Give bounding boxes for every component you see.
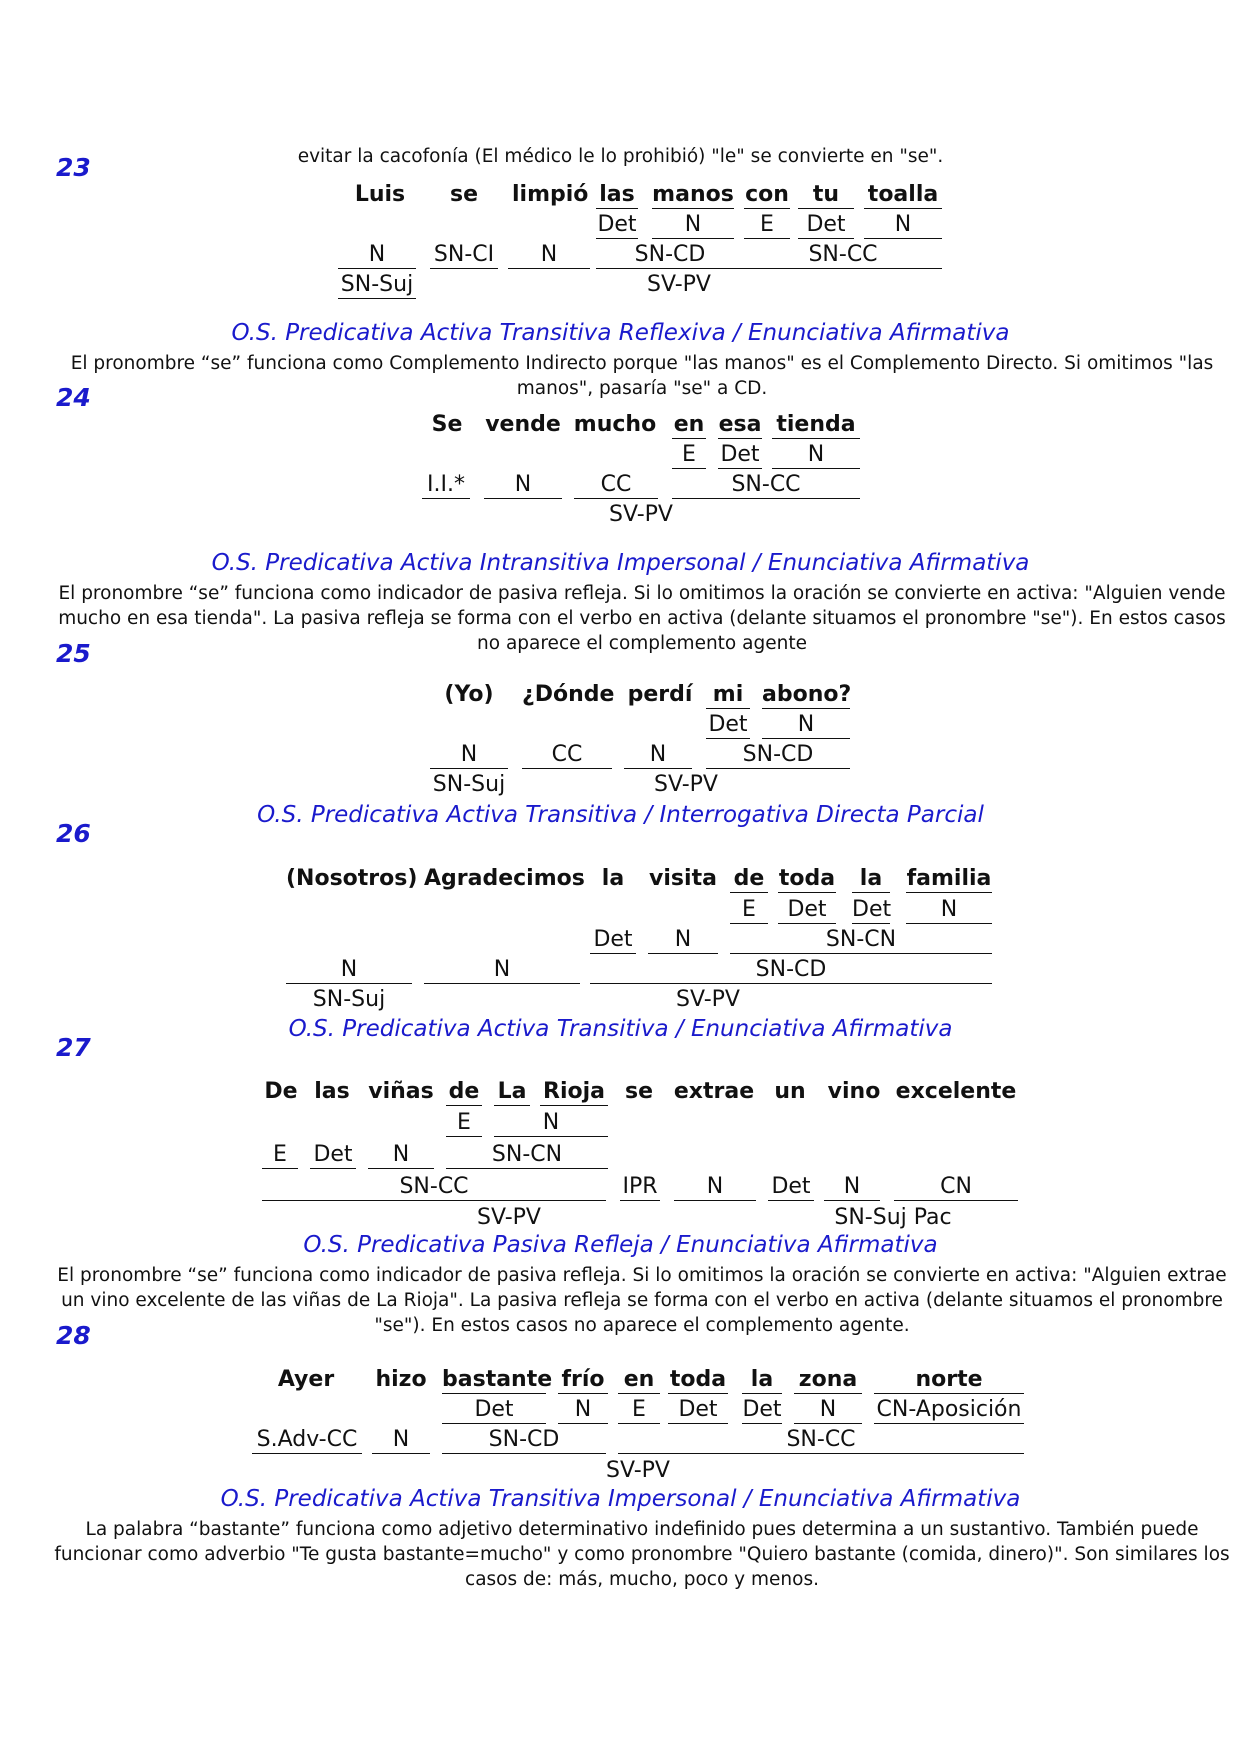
syntax-label: Det xyxy=(310,1140,356,1170)
syntax-label: SN-CC xyxy=(618,1425,1024,1455)
syntax-label: E xyxy=(744,210,790,240)
sentence-words-row xyxy=(0,180,1241,210)
syntax-label: E xyxy=(672,440,706,470)
syntax-label: S.Adv-CC xyxy=(252,1425,362,1455)
syntax-label: N xyxy=(286,955,412,985)
analysis-row-level3 xyxy=(0,270,1241,300)
sentence-word: se xyxy=(624,1079,653,1104)
sentence-word: mucho xyxy=(573,412,657,437)
sentence-word: bastante xyxy=(442,1365,546,1395)
syntax-label: N xyxy=(508,240,590,270)
analysis-row-level3 xyxy=(0,770,1241,800)
sentence-word: Luis xyxy=(354,182,406,207)
syntax-label: Det xyxy=(718,440,762,470)
sentence-word: tienda xyxy=(772,410,860,440)
syntax-label: SN-CC xyxy=(262,1172,606,1202)
syntax-label: N xyxy=(824,1172,880,1202)
syntax-label: Det xyxy=(706,710,750,740)
syntax-label: E xyxy=(262,1140,298,1170)
syntax-label: Det xyxy=(590,925,636,955)
sentence-word: la xyxy=(742,1365,782,1395)
sentence-word: las xyxy=(314,1079,350,1104)
syntax-label: SN-CD xyxy=(442,1425,606,1455)
sentence-classification: O.S. Predicativa Activa Transitiva Impersonal / Enunciativa Afirmativa xyxy=(220,1486,1021,1512)
analysis-row-level4 xyxy=(0,1203,1241,1233)
syntax-label: SN-CN xyxy=(446,1140,608,1170)
syntax-label: N xyxy=(494,1108,608,1138)
sentence-classification: O.S. Predicativa Activa Intransitiva Impersonal / Enunciativa Afirmativa xyxy=(211,550,1030,576)
analysis-row-level4 xyxy=(0,985,1241,1015)
sentence-classification: O.S. Predicativa Activa Transitiva Reflexiva / Enunciativa Afirmativa xyxy=(231,320,1010,346)
exercise-number: 25 xyxy=(56,639,91,668)
syntax-label: SN-Suj Pac xyxy=(834,1205,952,1230)
sentence-words-row xyxy=(0,680,1241,710)
sentence-word: toda xyxy=(778,864,836,894)
sentence-word: la xyxy=(601,866,625,891)
syntax-label: N xyxy=(624,740,692,770)
analysis-row-level1 xyxy=(0,440,1241,470)
syntax-label: N xyxy=(906,895,992,925)
syntax-label: SN-Suj xyxy=(338,270,416,300)
sentence-classification: O.S. Predicativa Activa Transitiva / Enunciativa Afirmativa xyxy=(288,1016,953,1042)
syntax-label: SN-CD xyxy=(590,955,992,985)
analysis-row-level2 xyxy=(0,740,1241,770)
exercise-number: 23 xyxy=(56,153,91,182)
sentence-word: Agradecimos xyxy=(424,866,585,891)
analysis-row-level3 xyxy=(0,1172,1241,1202)
analysis-row-level1 xyxy=(0,1395,1241,1425)
sentence-word: perdí xyxy=(627,682,693,707)
sentence-words-row xyxy=(0,864,1241,894)
syntax-label: N xyxy=(762,710,850,740)
syntax-label: SV-PV xyxy=(606,1458,670,1483)
sentence-word: norte xyxy=(874,1365,1024,1395)
syntax-label: SV-PV xyxy=(647,272,711,297)
syntax-label: SV-PV xyxy=(609,502,673,527)
syntax-label: SN-CI xyxy=(430,240,498,270)
sentence-word: (Nosotros) xyxy=(286,866,418,891)
sentence-words-row xyxy=(0,1365,1241,1395)
syntax-label: N xyxy=(368,1140,434,1170)
explanation-text: El pronombre “se” funciona como Complemento Indirecto porque "las manos" es el Complemento Directo. Si omitimos "las manos", pasaría "se" a CD. xyxy=(70,353,1214,399)
syntax-label: N xyxy=(338,240,416,270)
sentence-word: viñas xyxy=(368,1079,434,1104)
syntax-label: I.I.* xyxy=(422,470,470,500)
syntax-label: SV-PV xyxy=(654,772,718,797)
syntax-label: Det xyxy=(596,210,638,240)
sentence-word: vino xyxy=(827,1079,881,1104)
syntax-label: SN-CC xyxy=(744,240,942,270)
syntax-label: CN xyxy=(894,1172,1018,1202)
sentence-classification: O.S. Predicativa Pasiva Refleja / Enunciativa Afirmativa xyxy=(303,1232,938,1258)
sentence-word: visita xyxy=(649,866,717,891)
syntax-label: N xyxy=(424,955,580,985)
sentence-word: ¿Dónde xyxy=(522,682,615,707)
sentence-word: en xyxy=(672,410,706,440)
sentence-word: Ayer xyxy=(277,1367,335,1392)
sentence-word: familia xyxy=(906,864,992,894)
syntax-label: E xyxy=(730,895,768,925)
syntax-label: N xyxy=(772,440,860,470)
sentence-word: toda xyxy=(668,1365,728,1395)
sentence-word: toalla xyxy=(864,180,942,210)
syntax-label: SN-Suj xyxy=(312,987,386,1012)
sentence-word: Se xyxy=(431,412,463,437)
sentence-word: esa xyxy=(718,410,762,440)
analysis-row-level1 xyxy=(0,710,1241,740)
sentence-word: excelente xyxy=(895,1079,1017,1104)
syntax-label: N xyxy=(430,740,508,770)
sentence-word: de xyxy=(730,864,768,894)
analysis-row-level3 xyxy=(0,955,1241,985)
analysis-row-level1 xyxy=(0,210,1241,240)
syntax-label: N xyxy=(794,1395,862,1425)
analysis-row-level2 xyxy=(0,240,1241,270)
syntax-label: Det xyxy=(768,1172,814,1202)
sentence-classification: O.S. Predicativa Activa Transitiva / Interrogativa Directa Parcial xyxy=(257,802,984,828)
syntax-label: SV-PV xyxy=(676,987,740,1012)
analysis-row-level2 xyxy=(0,1425,1241,1455)
sentence-word: (Yo) xyxy=(444,682,494,707)
syntax-label: Det xyxy=(778,895,836,925)
sentence-word: con xyxy=(744,180,790,210)
analysis-row-level3 xyxy=(0,1456,1241,1486)
exercise-number: 28 xyxy=(56,1321,91,1350)
syntax-label: SN-CD xyxy=(596,240,744,270)
syntax-label: E xyxy=(446,1108,482,1138)
syntax-label: Det xyxy=(742,1395,782,1425)
sentence-word: se xyxy=(449,182,478,207)
syntax-label: N xyxy=(484,470,562,500)
syntax-label: SN-CD xyxy=(706,740,850,770)
sentence-word: hizo xyxy=(375,1367,427,1392)
analysis-row-level3 xyxy=(0,500,1241,530)
syntax-label: N xyxy=(674,1172,756,1202)
syntax-label: SN-Suj xyxy=(432,772,506,797)
sentence-words-row xyxy=(0,410,1241,440)
syntax-label: Det xyxy=(668,1395,728,1425)
analysis-row-level2 xyxy=(0,470,1241,500)
sentence-word: la xyxy=(852,864,890,894)
syntax-label: N xyxy=(652,210,734,240)
syntax-label: CN-Aposición xyxy=(874,1395,1024,1425)
syntax-label: Det xyxy=(442,1395,546,1425)
sentence-word: La xyxy=(494,1077,530,1107)
sentence-word: un xyxy=(774,1079,806,1104)
sentence-word: mi xyxy=(706,680,750,710)
syntax-label: SV-PV xyxy=(477,1205,541,1230)
sentence-word: zona xyxy=(794,1365,862,1395)
syntax-label: SN-CC xyxy=(672,470,860,500)
sentence-word: manos xyxy=(652,180,734,210)
syntax-label: E xyxy=(618,1395,660,1425)
exercise-number: 26 xyxy=(56,819,91,848)
syntax-label: N xyxy=(864,210,942,240)
analysis-row-level1 xyxy=(0,1108,1241,1138)
sentence-word: limpió xyxy=(512,182,589,207)
sentence-word: Rioja xyxy=(540,1077,608,1107)
syntax-label: N xyxy=(558,1395,608,1425)
sentence-word: abono? xyxy=(762,680,850,710)
exercise-number: 24 xyxy=(56,383,91,412)
analysis-row-level1 xyxy=(0,895,1241,925)
sentence-word: extrae xyxy=(673,1079,755,1104)
syntax-label: IPR xyxy=(620,1172,660,1202)
sentence-word: en xyxy=(618,1365,660,1395)
explanation-text: El pronombre “se” funciona como indicador de pasiva refleja. Si lo omitimos la oración se convierte en activa: "Alguien vende mucho en esa tienda". La pasiva refleja se forma con el verbo en activa (delante situamos el pronombre "se"). En estos casos no aparece el complemento agente xyxy=(58,583,1226,654)
analysis-row-level2 xyxy=(0,1140,1241,1170)
syntax-label: SN-CN xyxy=(730,925,992,955)
sentence-word: las xyxy=(596,180,638,210)
sentence-word: de xyxy=(446,1077,482,1107)
syntax-label: CC xyxy=(574,470,658,500)
syntax-label: Det xyxy=(852,895,890,925)
sentence-word: tu xyxy=(798,180,854,210)
sentence-word: frío xyxy=(558,1365,608,1395)
exercise-number: 27 xyxy=(56,1033,91,1062)
explanation-text: El pronombre “se” funciona como indicador de pasiva refleja. Si lo omitimos la oración se convierte en activa: "Alguien extrae un vino excelente de las viñas de La Rioja". La pasiva refleja se forma con el verbo en activa (delante situamos el pronombre "se"). En estos casos no aparece el complemento agente. xyxy=(57,1265,1227,1336)
intro-text: evitar la cacofonía (El médico le lo prohibió) "le" se convierte en "se". xyxy=(297,146,944,167)
syntax-label: N xyxy=(648,925,718,955)
analysis-row-level2 xyxy=(0,925,1241,955)
sentence-word: De xyxy=(264,1079,298,1104)
syntax-label: CC xyxy=(522,740,612,770)
syntax-label: N xyxy=(372,1425,430,1455)
sentence-words-row xyxy=(0,1077,1241,1107)
sentence-word: vende xyxy=(485,412,561,437)
syntax-label: Det xyxy=(798,210,854,240)
explanation-text: La palabra “bastante” funciona como adjetivo determinativo indefinido pues determina a un sustantivo. También puede funcionar como adverbio "Te gusta bastante=mucho" y como pronombre "Quiero bastante (comida, dinero)". Son similares los casos de: más, mucho, poco y menos. xyxy=(54,1519,1230,1590)
